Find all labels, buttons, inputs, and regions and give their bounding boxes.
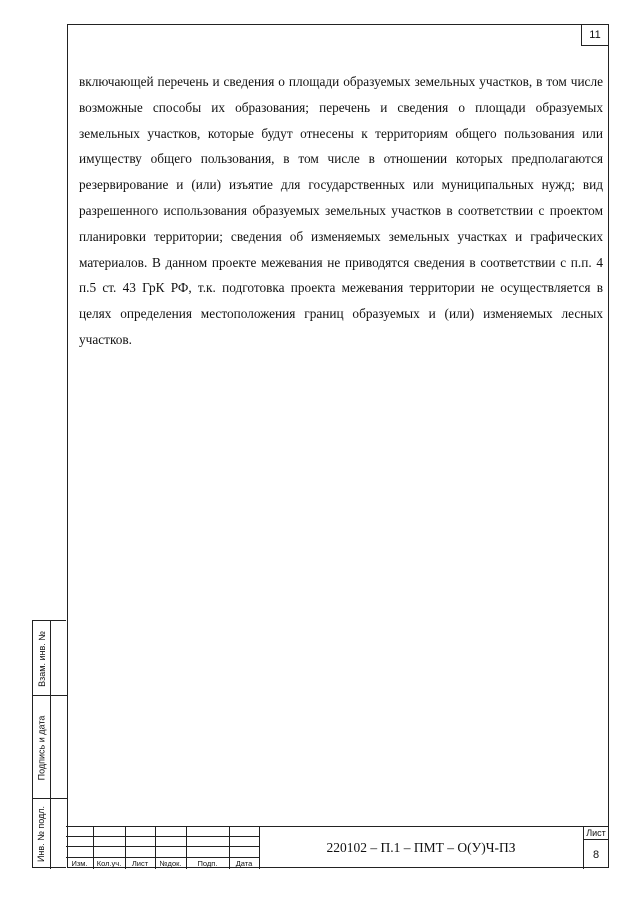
title-block	[66, 826, 609, 868]
page-number-top: 11	[581, 25, 608, 46]
header-data: Дата	[235, 858, 253, 868]
side-divider	[50, 621, 51, 869]
side-label-signature: Подпись и дата	[36, 715, 47, 780]
header-podp: Подп.	[197, 858, 218, 868]
side-stamp-strip	[32, 620, 66, 868]
body-paragraph: включающей перечень и сведения о площади образуемых земельных участков, в том числе возможные способы их образования; перечень и сведения о площади образуемых земельных участков, которые будут отнесены к территориям общего пользования или имуществу общего пользования, в том числе в отношении которых предполагаются резервирование и (или) изъятие для государственных или муниципальных нужд; вид разрешенного использования образуемых земельных участков в соответствии с проектом планировки территории; сведения об изменяемых земельных участках и графических материалов. В данном проекте межевания не приводятся сведения в соответствии с п.п. 4 п.5 ст. 43 ГрК РФ, т.к. подготовка проекта межевания территории не осуществляется в целях определения местоположения границ образуемых и (или) изменяемых лесных участков.	[79, 74, 603, 347]
page-frame	[67, 24, 609, 868]
document-code: 220102 – П.1 – ПМТ – О(У)Ч-ПЗ	[326, 840, 516, 855]
sheet-number: 8	[592, 848, 600, 861]
header-list: Лист	[131, 858, 149, 868]
header-kol-uch: Кол.уч.	[96, 858, 122, 868]
header-izm: Изм.	[71, 858, 88, 868]
side-label-replace: Взам. инв. №	[36, 630, 47, 687]
side-label-inventory: Инв. № подл.	[36, 805, 47, 863]
header-ndok: №док.	[159, 858, 182, 868]
sheet-label: Лист	[586, 828, 606, 838]
